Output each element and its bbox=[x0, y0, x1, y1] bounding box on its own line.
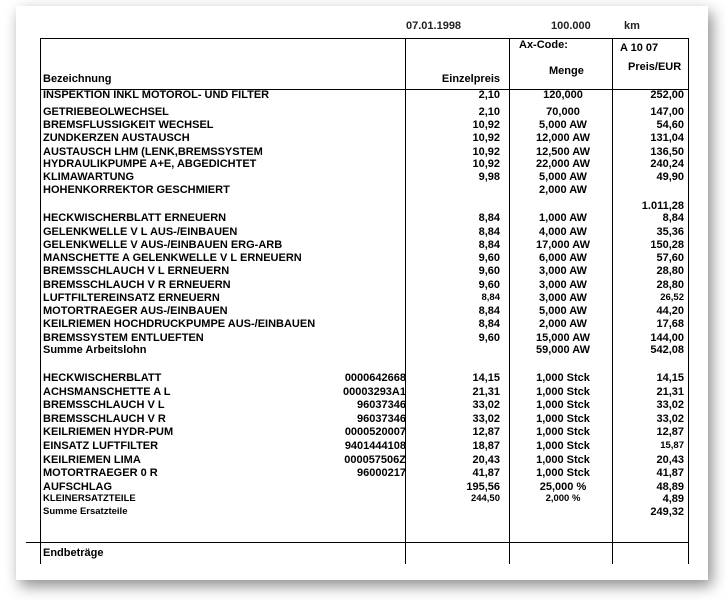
ax-code-label: Ax-Code: bbox=[519, 39, 568, 51]
row-total: 136,50 bbox=[650, 146, 684, 158]
table-row bbox=[16, 171, 708, 183]
menge-header: Menge bbox=[549, 65, 584, 77]
row-total: 44,20 bbox=[656, 305, 684, 317]
row-quantity: 1,000 Stck bbox=[536, 413, 590, 425]
table-row bbox=[16, 344, 708, 356]
table-row bbox=[16, 146, 708, 158]
unit-fragment: km bbox=[624, 20, 640, 32]
row-unit-price: 8,84 bbox=[478, 305, 500, 317]
row-description: ZUNDKERZEN AUSTAUSCH bbox=[43, 132, 190, 144]
row-part-number: 96037346 bbox=[357, 399, 406, 411]
table-row bbox=[16, 292, 708, 304]
top-border bbox=[40, 38, 688, 39]
row-quantity: 5,000 AW bbox=[539, 305, 587, 317]
row-description: BREMSFLUSSIGKEIT WECHSEL bbox=[43, 119, 214, 131]
table-row bbox=[16, 493, 708, 505]
table-row bbox=[16, 132, 708, 144]
row-part-number: 9401444108 bbox=[344, 440, 406, 452]
row-description: BREMSSCHLAUCH V L bbox=[43, 399, 165, 411]
table-row bbox=[16, 212, 708, 224]
row-quantity: 1,000 Stck bbox=[536, 440, 590, 452]
row-quantity: 1,000 Stck bbox=[536, 386, 590, 398]
row-quantity: 12,500 AW bbox=[535, 146, 590, 158]
row-description: AUFSCHLAG bbox=[43, 481, 113, 493]
row-total: 20,43 bbox=[656, 454, 684, 466]
ax-code-value: A 10 07 bbox=[620, 42, 659, 54]
row-unit-price: 10,92 bbox=[472, 119, 500, 131]
row-unit-price: 9,60 bbox=[478, 252, 500, 264]
row-description: BREMSSCHLAUCH V R bbox=[43, 413, 166, 425]
row-total: 240,24 bbox=[650, 158, 684, 170]
row-description: GETRIEBEOLWECHSEL bbox=[43, 106, 169, 118]
row-total: 12,87 bbox=[656, 426, 684, 438]
table-row bbox=[16, 332, 708, 344]
table-row bbox=[16, 426, 708, 438]
table-row bbox=[16, 454, 708, 466]
row-quantity: 2,000 AW bbox=[539, 318, 587, 330]
row-total: 150,28 bbox=[650, 239, 684, 251]
table-row bbox=[16, 386, 708, 398]
row-unit-price: 10,92 bbox=[472, 132, 500, 144]
row-total: 4,89 bbox=[662, 493, 684, 505]
row-description: KLEINERSATZTEILE bbox=[43, 493, 136, 504]
row-unit-price: 9,60 bbox=[478, 265, 500, 277]
einzelpreis-header: Einzelpreis bbox=[441, 73, 500, 85]
row-unit-price: 9,98 bbox=[478, 171, 500, 183]
row-quantity: 70,000 bbox=[546, 106, 580, 118]
row-unit-price: 10,92 bbox=[472, 158, 500, 170]
table-row bbox=[16, 279, 708, 291]
row-quantity: 22,000 AW bbox=[535, 158, 590, 170]
row-unit-price: 8,84 bbox=[478, 226, 500, 238]
table-row bbox=[16, 226, 708, 238]
row-quantity: 1,000 AW bbox=[539, 212, 587, 224]
row-total: 33,02 bbox=[656, 399, 684, 411]
row-description: HYDRAULIKPUMPE A+E, ABGEDICHTET bbox=[43, 158, 257, 170]
row-unit-price: 8,84 bbox=[478, 212, 500, 224]
row-unit-price: 8,84 bbox=[481, 292, 500, 303]
row-description: MOTORTRAEGER AUS-/EINBAUEN bbox=[43, 305, 228, 317]
row-description: INSPEKTION INKL MOTOROL- UND FILTER bbox=[43, 89, 270, 101]
row-unit-price: 2,10 bbox=[478, 106, 500, 118]
row-total: 542,08 bbox=[650, 344, 684, 356]
table-row bbox=[16, 305, 708, 317]
row-description: BREMSSYSTEM ENTLUEFTEN bbox=[43, 332, 204, 344]
table-row bbox=[16, 239, 708, 251]
row-unit-price: 21,31 bbox=[472, 386, 500, 398]
row-description: MANSCHETTE A GELENKWELLE V L ERNEUERN bbox=[43, 252, 302, 264]
row-unit-price: 33,02 bbox=[472, 399, 500, 411]
row-quantity: 3,000 AW bbox=[539, 279, 587, 291]
row-part-number: 000057506Z bbox=[344, 454, 406, 466]
mileage-fragment: 100.000 bbox=[551, 20, 591, 32]
row-unit-price: 41,87 bbox=[472, 467, 500, 479]
row-total: 252,00 bbox=[650, 89, 684, 101]
row-unit-price: 14,15 bbox=[472, 372, 500, 384]
table-row bbox=[16, 106, 708, 118]
row-unit-price: 9,60 bbox=[478, 332, 500, 344]
row-total: 49,90 bbox=[656, 171, 684, 183]
table-row bbox=[16, 506, 708, 518]
row-quantity: 5,000 AW bbox=[539, 171, 587, 183]
row-description: Summe Arbeitslohn bbox=[43, 344, 147, 356]
row-total: 8,84 bbox=[662, 212, 684, 224]
table-row bbox=[16, 467, 708, 479]
row-description: KLIMAWARTUNG bbox=[43, 171, 135, 183]
row-total: 144,00 bbox=[650, 332, 684, 344]
row-quantity: 17,000 AW bbox=[535, 239, 590, 251]
row-quantity: 1,000 Stck bbox=[536, 426, 590, 438]
row-part-number: 0000642668 bbox=[344, 372, 406, 384]
row-quantity: 1,000 Stck bbox=[536, 372, 590, 384]
row-unit-price: 2,10 bbox=[478, 89, 500, 101]
row-quantity: 4,000 AW bbox=[539, 226, 587, 238]
row-total: 28,80 bbox=[656, 279, 684, 291]
row-description: GELENKWELLE V L AUS-/EINBAUEN bbox=[43, 226, 238, 238]
row-description: HECKWISCHERBLATT ERNEUERN bbox=[43, 212, 227, 224]
table-row bbox=[16, 119, 708, 131]
row-quantity: 2,000 AW bbox=[539, 184, 587, 196]
row-total: 15,87 bbox=[660, 440, 684, 451]
row-unit-price: 244,50 bbox=[470, 493, 500, 504]
table-row bbox=[16, 200, 708, 212]
row-total: 147,00 bbox=[650, 106, 684, 118]
table-row bbox=[16, 89, 708, 101]
table-row bbox=[16, 158, 708, 170]
row-description: Summe Ersatzteile bbox=[43, 506, 128, 517]
row-quantity: 1,000 Stck bbox=[536, 467, 590, 479]
row-total: 57,60 bbox=[656, 252, 684, 264]
endbetraege-label: Endbeträge bbox=[43, 547, 104, 559]
table-row bbox=[16, 184, 708, 196]
table-row bbox=[16, 252, 708, 264]
footer-rule bbox=[26, 542, 688, 543]
row-description: BREMSSCHLAUCH V L ERNEUERN bbox=[43, 265, 230, 277]
row-description: HOHENKORREKTOR GESCHMIERT bbox=[43, 184, 230, 196]
table-row bbox=[16, 372, 708, 384]
row-unit-price: 10,92 bbox=[472, 146, 500, 158]
table-row bbox=[16, 440, 708, 452]
row-part-number: 96037346 bbox=[357, 413, 406, 425]
row-total: 17,68 bbox=[656, 318, 684, 330]
row-unit-price: 20,43 bbox=[472, 454, 500, 466]
row-total: 48,89 bbox=[656, 481, 684, 493]
table-row bbox=[16, 413, 708, 425]
row-description: AUSTAUSCH LHM (LENK,BREMSSYSTEM bbox=[43, 146, 263, 158]
row-description: ACHSMANSCHETTE A L bbox=[43, 386, 171, 398]
row-unit-price: 18,87 bbox=[472, 440, 500, 452]
row-unit-price: 9,60 bbox=[478, 279, 500, 291]
row-quantity: 1,000 Stck bbox=[536, 399, 590, 411]
row-description: KEILRIEMEN HOCHDRUCKPUMPE AUS-/EINBAUEN bbox=[43, 318, 316, 330]
row-part-number: 0000520007 bbox=[344, 426, 406, 438]
preis-header: Preis/EUR bbox=[628, 61, 682, 73]
bezeichnung-header: Bezeichnung bbox=[43, 73, 112, 85]
row-total: 33,02 bbox=[656, 413, 684, 425]
table-row bbox=[16, 318, 708, 330]
row-description: GELENKWELLE V AUS-/EINBAUEN ERG-ARB bbox=[43, 239, 283, 251]
row-quantity: 3,000 AW bbox=[539, 265, 587, 277]
row-part-number: 00003293A1 bbox=[342, 386, 406, 398]
row-unit-price: 12,87 bbox=[472, 426, 500, 438]
row-total: 14,15 bbox=[656, 372, 684, 384]
row-description: KEILRIEMEN HYDR-PUM bbox=[43, 426, 174, 438]
row-description: KEILRIEMEN LIMA bbox=[43, 454, 141, 466]
row-unit-price: 195,56 bbox=[466, 481, 500, 493]
invoice-sheet bbox=[16, 6, 708, 580]
row-unit-price: 8,84 bbox=[478, 239, 500, 251]
row-quantity: 12,000 AW bbox=[535, 132, 590, 144]
row-quantity: 25,000 % bbox=[539, 481, 587, 493]
row-description: MOTORTRAEGER 0 R bbox=[43, 467, 158, 479]
table-row bbox=[16, 265, 708, 277]
row-description: EINSATZ LUFTFILTER bbox=[43, 440, 159, 452]
row-quantity: 120,000 bbox=[543, 89, 583, 101]
row-total: 35,36 bbox=[656, 226, 684, 238]
row-quantity: 1,000 Stck bbox=[536, 454, 590, 466]
row-unit-price: 8,84 bbox=[478, 318, 500, 330]
row-total: 21,31 bbox=[656, 386, 684, 398]
row-quantity: 6,000 AW bbox=[539, 252, 587, 264]
row-total: 131,04 bbox=[650, 132, 684, 144]
date-fragment: 07.01.1998 bbox=[406, 20, 462, 32]
row-total: 41,87 bbox=[656, 467, 684, 479]
row-quantity: 3,000 AW bbox=[539, 292, 587, 304]
row-total: 26,52 bbox=[660, 292, 684, 303]
row-part-number: 96000217 bbox=[357, 467, 406, 479]
row-total: 54,60 bbox=[656, 119, 684, 131]
table-row bbox=[16, 399, 708, 411]
row-description: BREMSSCHLAUCH V R ERNEUERN bbox=[43, 279, 231, 291]
row-quantity: 59,000 AW bbox=[535, 344, 590, 356]
row-unit-price: 33,02 bbox=[472, 413, 500, 425]
row-total: 28,80 bbox=[656, 265, 684, 277]
row-description: HECKWISCHERBLATT bbox=[43, 372, 162, 384]
row-description: LUFTFILTEREINSATZ ERNEUERN bbox=[43, 292, 220, 304]
row-quantity: 5,000 AW bbox=[539, 119, 587, 131]
row-total: 249,32 bbox=[650, 506, 684, 518]
row-quantity: 2,000 % bbox=[545, 493, 581, 504]
table-row bbox=[16, 481, 708, 493]
row-total: 1.011,28 bbox=[641, 200, 684, 212]
row-quantity: 15,000 AW bbox=[535, 332, 590, 344]
